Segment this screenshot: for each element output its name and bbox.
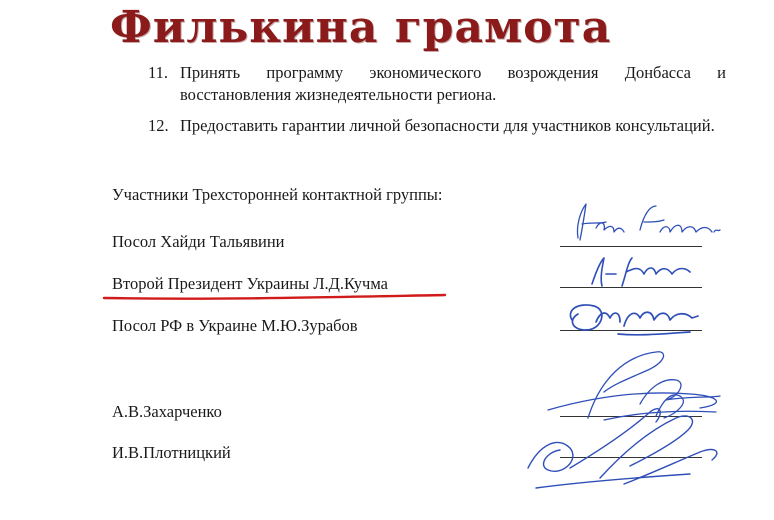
clause-number: 11. (148, 63, 169, 82)
clause-number: 12. (148, 116, 169, 135)
signature-line (560, 246, 702, 247)
clause-text: Принять программу экономического возрождения Донбасса и восстановления жизнедеятельности региона. (180, 63, 726, 104)
signature-plotnitsky (528, 409, 717, 488)
signature-line (560, 330, 702, 331)
signatory-tagliavini: Посол Хайди Тальявини (112, 232, 285, 251)
banner-title: Филькина грамота (110, 2, 612, 53)
signature-line (560, 416, 702, 417)
signatory-kuchma: Второй Президент Украины Л.Д.Кучма (112, 274, 388, 293)
participants-heading: Участники Трехсторонней контактной группы: (112, 185, 443, 204)
clause-12 (148, 115, 726, 137)
clause-text: Предоставить гарантии личной безопасности для участников консультаций. (180, 116, 715, 135)
signatory-zakharchenko: А.В.Захарченко (112, 402, 222, 421)
red-underline (104, 295, 445, 299)
clause-11 (148, 62, 726, 106)
signatory-plotnitsky: И.В.Плотницкий (112, 443, 231, 462)
signature-line (560, 457, 702, 458)
signature-line (560, 287, 702, 288)
signatory-zurabov: Посол РФ в Украине М.Ю.Зурабов (112, 316, 358, 335)
signature-kuchma (592, 258, 690, 286)
signature-tagliavini (577, 204, 720, 240)
signature-zakharchenko (548, 352, 720, 420)
